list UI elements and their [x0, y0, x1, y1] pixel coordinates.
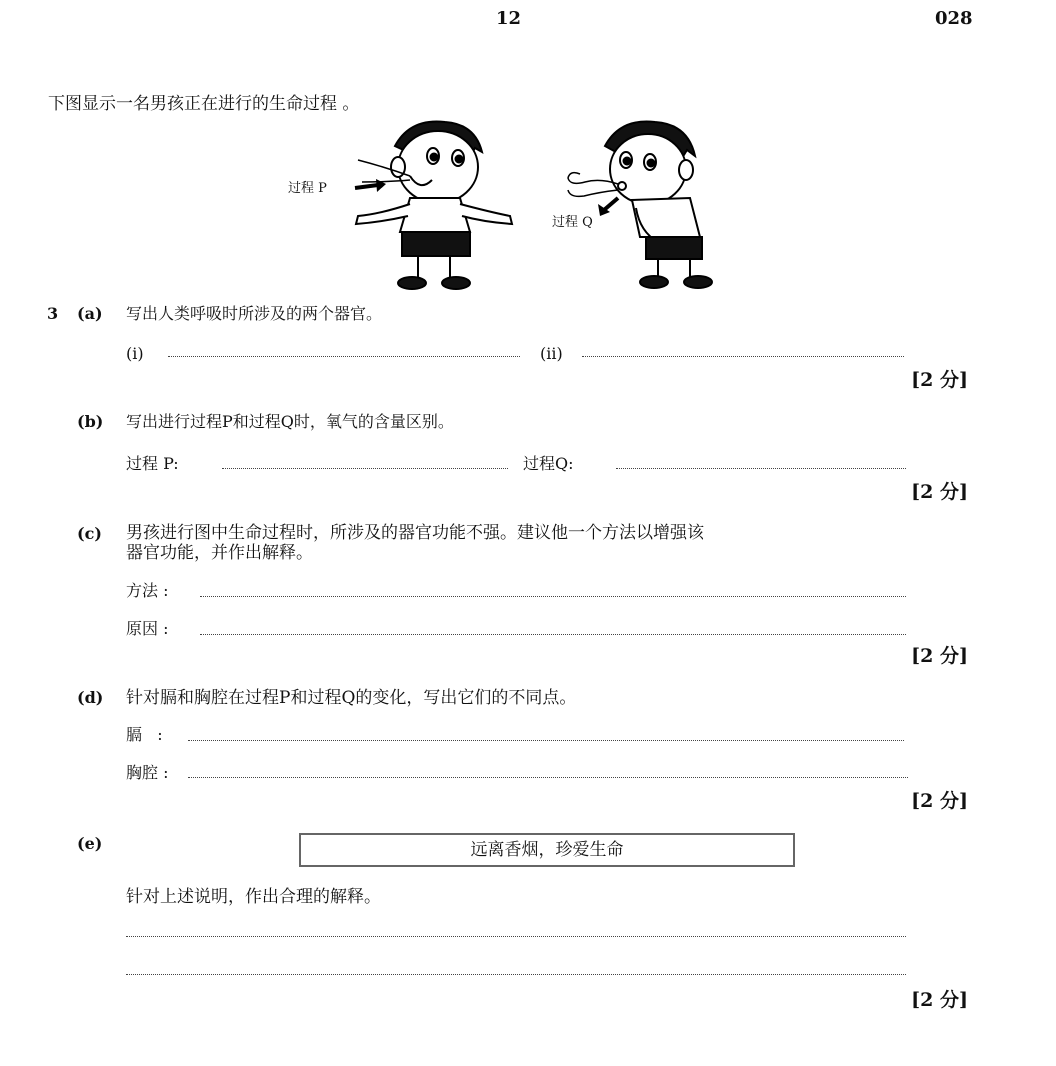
part-b-text: 写出进行过程P和过程Q时，氧气的含量区别。 [126, 412, 454, 431]
answer-line-c-reason[interactable] [200, 634, 906, 635]
part-b-label: (b) [77, 412, 104, 431]
boys-illustration [270, 112, 750, 294]
part-a-sub-i: (i) [126, 344, 144, 363]
part-d-field-thorax: 胸腔 : [126, 763, 169, 782]
part-b-field-p: 过程 P: [126, 454, 179, 473]
question-number: 3 [47, 304, 59, 323]
part-d-label: (d) [77, 688, 104, 707]
part-d-marks: [2 分] [911, 790, 968, 812]
intro-text: 下图显示一名男孩正在进行的生命过程 。 [48, 94, 360, 114]
answer-line-c-method[interactable] [200, 596, 906, 597]
breathing-figure [270, 112, 750, 294]
label-process-p: 过程 P [288, 181, 327, 196]
part-c-marks: [2 分] [911, 645, 968, 667]
label-process-q: 过程 Q [552, 215, 593, 230]
part-b-field-q: 过程Q: [523, 454, 574, 473]
answer-line-e-1[interactable] [126, 936, 906, 937]
answer-line-a-i[interactable] [168, 356, 520, 357]
part-e-label: (e) [77, 834, 103, 853]
boy-inhaling [356, 122, 512, 290]
arrow-q-icon [604, 198, 618, 210]
part-c-label: (c) [77, 524, 102, 543]
part-d-field-diaphragm: 膈 : [126, 725, 163, 744]
part-b-marks: [2 分] [911, 481, 968, 503]
part-e-marks: [2 分] [911, 989, 968, 1011]
answer-line-b-q[interactable] [616, 468, 906, 469]
part-e-text: 针对上述说明，作出合理的解释。 [126, 887, 381, 907]
part-a-marks: [2 分] [911, 369, 968, 391]
part-a-text: 写出人类呼吸时所涉及的两个器官。 [126, 304, 383, 323]
part-a-label: (a) [77, 304, 103, 323]
part-c-field-method: 方法 : [126, 581, 169, 600]
slogan-box: 远离香烟，珍爱生命 [299, 833, 795, 867]
part-c-text-line1: 男孩进行图中生命过程时，所涉及的器官功能不强。建议他一个方法以增强该 [126, 523, 704, 543]
page-number: 12 [496, 8, 522, 29]
answer-line-b-p[interactable] [222, 468, 508, 469]
paper-code: 028 [935, 8, 973, 29]
boy-exhaling [568, 122, 712, 289]
arrow-p-icon [355, 185, 378, 188]
answer-line-d-thorax[interactable] [188, 777, 908, 778]
answer-line-e-2[interactable] [126, 974, 906, 975]
part-c-text-line2: 器官功能，并作出解释。 [126, 543, 313, 563]
part-d-text: 针对膈和胸腔在过程P和过程Q的变化，写出它们的不同点。 [126, 688, 577, 708]
answer-line-a-ii[interactable] [582, 356, 904, 357]
answer-line-d-diaphragm[interactable] [188, 740, 904, 741]
part-a-sub-ii: (ii) [540, 344, 563, 363]
part-c-field-reason: 原因 : [126, 619, 169, 638]
